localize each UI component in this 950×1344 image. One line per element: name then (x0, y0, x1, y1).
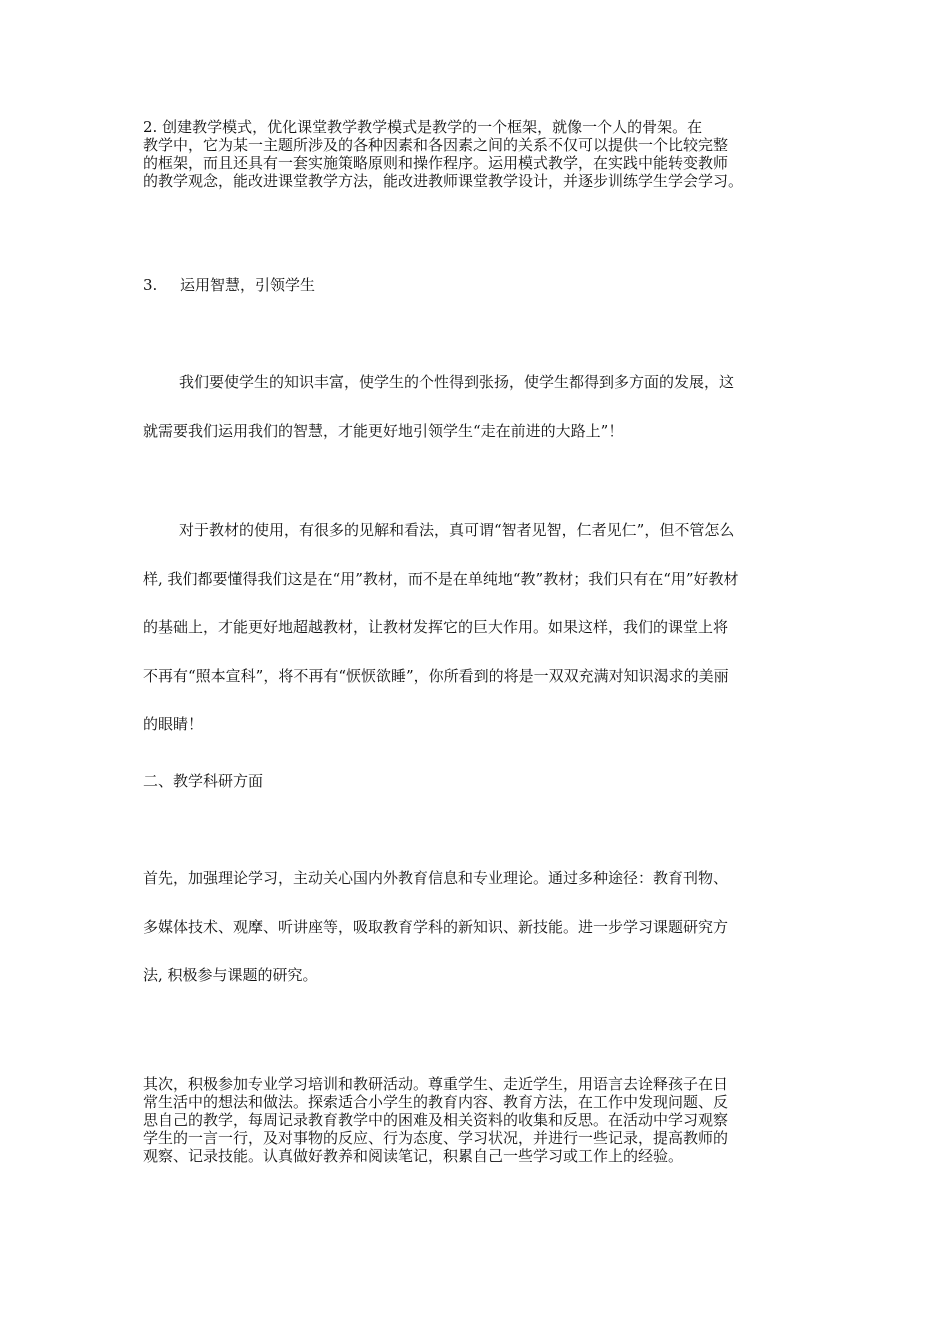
paragraph-line: 观察、记录技能。认真做好教养和阅读笔记，积累自己一些学习或工作上的经验。 (143, 1147, 684, 1165)
paragraph-line: 教学中，它为某一主题所涉及的各种因素和各因素之间的关系不仅可以提供一个比较完整 (143, 136, 729, 154)
paragraph-line: 的教学观念，能改进课堂教学方法，能改进教师课堂教学设计，并逐步训练学生学会学习。 (143, 172, 744, 190)
paragraph-line: 法, 积极参与课题的研究。 (143, 966, 318, 984)
paragraph-line: 的基础上，才能更好地超越教材，让教材发挥它的巨大作用。如果这样，我们的课堂上将 (143, 618, 729, 636)
paragraph-line: 就需要我们运用我们的智慧，才能更好地引领学生“走在前进的大路上”！ (143, 421, 624, 440)
heading-teaching-research: 二、教学科研方面 (143, 772, 264, 790)
paragraph-line: 对于教材的使用，有很多的见解和看法，真可谓“智者见智，仁者见仁”，但不管怎么 (179, 521, 735, 539)
paragraph-line: 不再有“照本宣科”，将不再有“恹恹欲睡”，你所看到的将是一双双充满对知识渴求的美丽 (143, 666, 729, 685)
paragraph-line: 的眼睛！ (143, 715, 204, 733)
paragraph-line: 思自己的教学，每周记录教育教学中的困难及相关资料的收集和反思。在活动中学习观察 (143, 1111, 729, 1129)
paragraph-line: 样, 我们都要懂得我们这是在“用”教材，而不是在单纯地“教”教材；我们只有在“用”好教材 (143, 569, 739, 588)
paragraph-first (143, 868, 728, 1014)
paragraph-second (143, 1075, 728, 1165)
section-create-teaching-model (143, 118, 743, 190)
paragraph-line: 首先，加强理论学习，主动关心国内外教育信息和专业理论。通过多种途径：教育刊物、 (143, 869, 729, 887)
paragraph-line: 学生的一言一行，及对事物的反应、行为态度、学习状况，并进行一些记录，提高教师的 (143, 1129, 729, 1147)
heading-text: 运用智慧，引领学生 (180, 276, 316, 294)
heading-use-wisdom (143, 275, 315, 295)
paragraph-textbook (143, 520, 739, 763)
paragraph-line: 我们要使学生的知识丰富，使学生的个性得到张扬，使学生都得到多方面的发展，这 (179, 373, 735, 391)
paragraph-wisdom (143, 372, 734, 469)
paragraph-line: 多媒体技术、观摩、听讲座等，吸取教育学科的新知识、新技能。进一步学习课题研究方 (143, 917, 729, 936)
paragraph-line: 其次，积极参加专业学习培训和教研活动。尊重学生、走近学生，用语言去诠释孩子在日 (143, 1075, 729, 1093)
heading-number: 3. (143, 276, 158, 294)
paragraph-line: 2. 创建教学模式，优化课堂教学教学模式是教学的一个框架，就像一个人的骨架。在 (143, 118, 703, 136)
paragraph-line: 常生活中的想法和做法。探索适合小学生的教育内容、教育方法，在工作中发现问题、反 (143, 1093, 729, 1111)
paragraph-line: 的框架，而且还具有一套实施策略原则和操作程序。运用模式教学，在实践中能转变教师 (143, 154, 729, 172)
